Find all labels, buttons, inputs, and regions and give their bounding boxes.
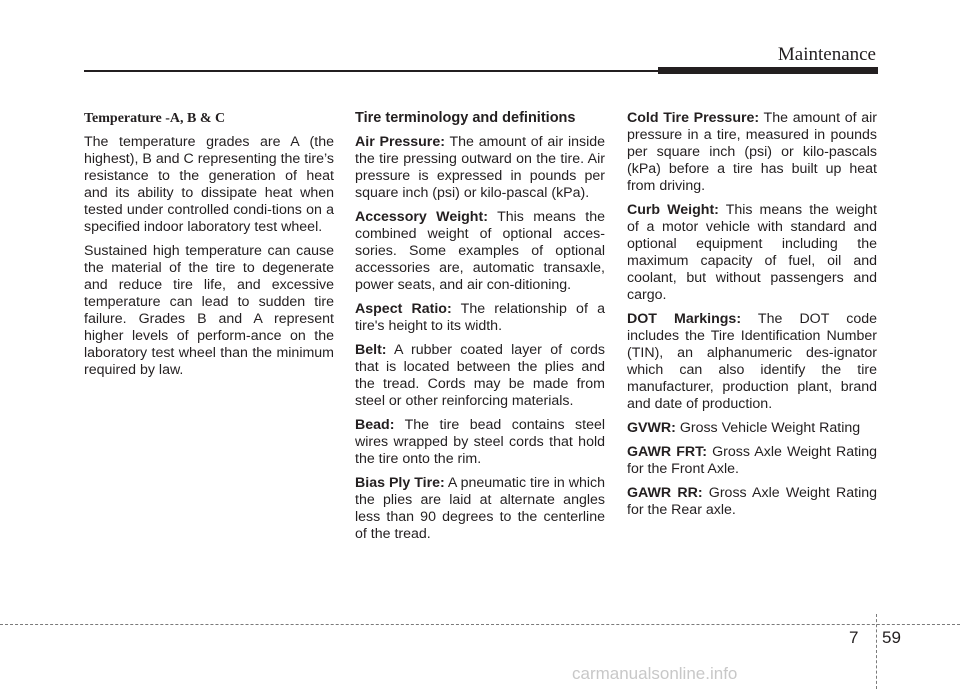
column-tire-terminology-continued (627, 110, 877, 526)
watermark: carmanualsonline.info (572, 664, 738, 683)
column-tire-terminology (355, 110, 605, 550)
term-text: This means the weight of a motor vehicle with standard and optional equipment including the maximum capacity of fuel, oil and coolant, but without passengers and cargo. (627, 202, 877, 303)
term-text: This means the combined weight of optional acces-sories. Some examples of optional accessories are, automatic transaxle, power seats, and air con-ditioning. (355, 209, 605, 293)
definition-aspect-ratio (355, 301, 605, 335)
term-label: Bead: (355, 417, 395, 433)
term-text: The relationship of a tire's height to its width. (355, 301, 605, 334)
footer-divider (876, 614, 877, 689)
temperature-heading: Temperature -A, B & C (84, 111, 226, 126)
term-label: Belt: (355, 342, 387, 358)
header-rule-thin (84, 70, 662, 72)
temperature-paragraph-2: Sustained high temperature can cause the material of the tire to degenerate and reduce tire life, and excessive temperature can lead to sudden tire failure. Grades B and A represent higher levels of perform-ance on the laboratory test wheel than the minimum required by law. (84, 243, 334, 378)
definition-gawr-frt (627, 444, 877, 478)
definition-accessory-weight (355, 209, 605, 294)
term-text: The amount of air inside the tire pressing outward on the tire. Air pressure is expressed in pounds per square inch (psi) or kilo-pascal (kPa). (355, 134, 606, 201)
term-text: Gross Axle Weight Rating for the Front Axle. (627, 444, 877, 477)
definition-gvwr (627, 420, 877, 437)
page-number: 59 (882, 628, 901, 647)
definition-dot-markings (627, 311, 877, 413)
term-label: Accessory Weight: (355, 209, 488, 225)
definition-belt (355, 342, 605, 410)
definition-air-pressure (355, 134, 605, 202)
column-temperature (84, 110, 334, 386)
term-label: GAWR FRT: (627, 444, 707, 460)
term-label: DOT Markings: (627, 311, 742, 327)
chapter-number: 7 (849, 628, 859, 647)
term-label: GVWR: (627, 420, 676, 436)
term-text: The DOT code includes the Tire Identification Number (TIN), an alphanumeric des-ignator which can also identify the tire manufacturer, production plant, brand and date of production. (627, 311, 877, 412)
terminology-heading: Tire terminology and definitions (355, 110, 576, 126)
definition-cold-tire-pressure (627, 110, 877, 195)
term-text: Gross Vehicle Weight Rating (675, 420, 861, 436)
term-label: Aspect Ratio: (355, 301, 452, 317)
definition-bias-ply-tire (355, 475, 605, 543)
header-title: Maintenance (777, 44, 876, 65)
definition-gawr-rr (627, 485, 877, 519)
term-text: A rubber coated layer of cords that is located between the plies and the tread. Cords may be made from steel or other reinforcing materials. (355, 342, 605, 409)
term-label: Air Pressure: (355, 134, 445, 150)
term-label: Curb Weight: (627, 202, 719, 218)
definition-bead (355, 417, 605, 468)
definition-curb-weight (627, 202, 877, 304)
term-text: A pneumatic tire in which the plies are laid at alternate angles less than 90 degrees to the centerline of the tread. (355, 475, 605, 542)
term-text: Gross Axle Weight Rating for the Rear axle. (627, 485, 877, 518)
term-label: Bias Ply Tire: (355, 475, 445, 491)
header-rule-thick (658, 67, 878, 74)
temperature-paragraph-1: The temperature grades are A (the highest), B and C representing the tire’s resistance to the generation of heat and its ability to dissipate heat when tested under controlled condi-tions on a specified indoor laboratory test wheel. (84, 134, 334, 235)
footer-rule (0, 624, 960, 625)
term-text: The tire bead contains steel wires wrapped by steel cords that hold the tire onto the rim. (355, 417, 605, 467)
term-label: GAWR RR: (627, 485, 703, 501)
term-label: Cold Tire Pressure: (627, 110, 760, 126)
term-text: The amount of air pressure in a tire, measured in pounds per square inch (psi) or kilo-pascals (kPa) before a tire has built up heat from driving. (627, 110, 877, 194)
